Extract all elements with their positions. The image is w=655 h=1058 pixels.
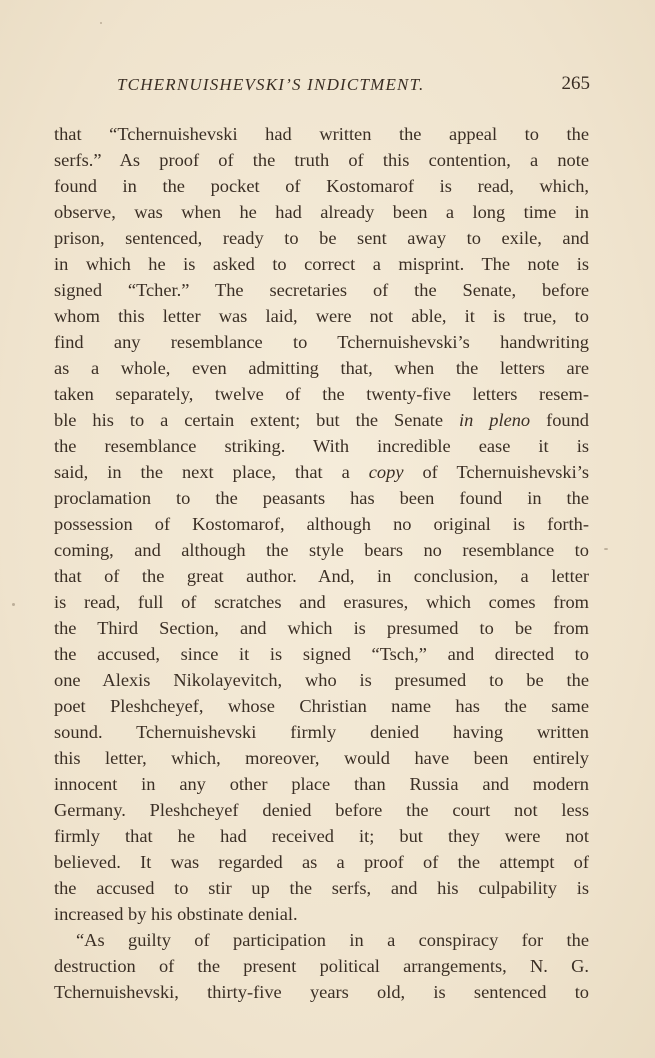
text-run: found [530, 410, 589, 430]
page-number: 265 [561, 73, 590, 94]
paragraph-start-line: “As guilty of participation in a conspiracy for the [76, 930, 589, 950]
text-line: as a whole, even admitting that, when the letters are [54, 358, 589, 378]
text-line [54, 407, 589, 433]
text-line: whom this letter was laid, were not able, it is true, to [54, 306, 589, 326]
text-line: signed “Tcher.” The secretaries of the Senate, before [54, 280, 589, 300]
text-line: prison, sentenced, ready to be sent away to exile, and [54, 228, 589, 248]
text-line: observe, was when he had already been a long time in [54, 202, 589, 222]
text-line: sound. Tchernuishevski firmly denied having written [54, 722, 589, 742]
text-line: one Alexis Nikolayevitch, who is presumed to be the [54, 670, 589, 690]
text-line: firmly that he had received it; but they were not [54, 826, 589, 846]
text-line: Tchernuishevski, thirty-five years old, is sentenced to [54, 982, 589, 1002]
text-line: the accused, since it is signed “Tsch,” and directed to [54, 644, 589, 664]
text-line: that of the great author. And, in conclusion, a letter [54, 566, 589, 586]
text-line: the resemblance striking. With incredible ease it is [54, 436, 589, 456]
text-line: possession of Kostomarof, although no original is forth- [54, 514, 589, 534]
text-line: proclamation to the peasants has been found in the [54, 488, 589, 508]
text-line: serfs.” As proof of the truth of this contention, a note [54, 150, 589, 170]
paragraph-end-line: increased by his obstinate denial. [54, 904, 298, 924]
running-title: TCHERNUISHEVSKI’S INDICTMENT. [117, 75, 425, 94]
text-line: taken separately, twelve of the twenty-five letters resem- [54, 384, 589, 404]
text-line: coming, and although the style bears no resemblance to [54, 540, 589, 560]
text-line: innocent in any other place than Russia and modern [54, 774, 589, 794]
italic-phrase: in pleno [459, 410, 531, 430]
paper-speck [604, 548, 608, 550]
text-line: find any resemblance to Tchernuishevski’s handwriting [54, 332, 589, 352]
body-text [54, 121, 589, 1005]
text-line: Germany. Pleshcheyef denied before the court not less [54, 800, 589, 820]
text-line: the Third Section, and which is presumed to be from [54, 618, 589, 638]
paper-speck [100, 22, 102, 24]
text-line: the accused to stir up the serfs, and his culpability is [54, 878, 589, 898]
page-header [55, 75, 590, 99]
text-run: ble his to a certain extent; but the Senate [54, 410, 460, 430]
text-line: this letter, which, moreover, would have been entirely [54, 748, 589, 768]
text-line [54, 459, 589, 485]
text-run: said, in the next place, that a [54, 462, 369, 482]
paper-speck [12, 603, 15, 606]
text-line: believed. It was regarded as a proof of the attempt of [54, 852, 589, 872]
text-line: poet Pleshcheyef, whose Christian name has the same [54, 696, 589, 716]
text-line: in which he is asked to correct a misprint. The note is [54, 254, 589, 274]
italic-word: copy [368, 462, 404, 482]
text-line: is read, full of scratches and erasures, which comes from [54, 592, 589, 612]
text-line: destruction of the present political arrangements, N. G. [54, 956, 589, 976]
text-run: of Tchernuishevski’s [403, 462, 589, 482]
text-line: found in the pocket of Kostomarof is read, which, [54, 176, 589, 196]
text-line: that “Tchernuishevski had written the appeal to the [54, 124, 589, 144]
